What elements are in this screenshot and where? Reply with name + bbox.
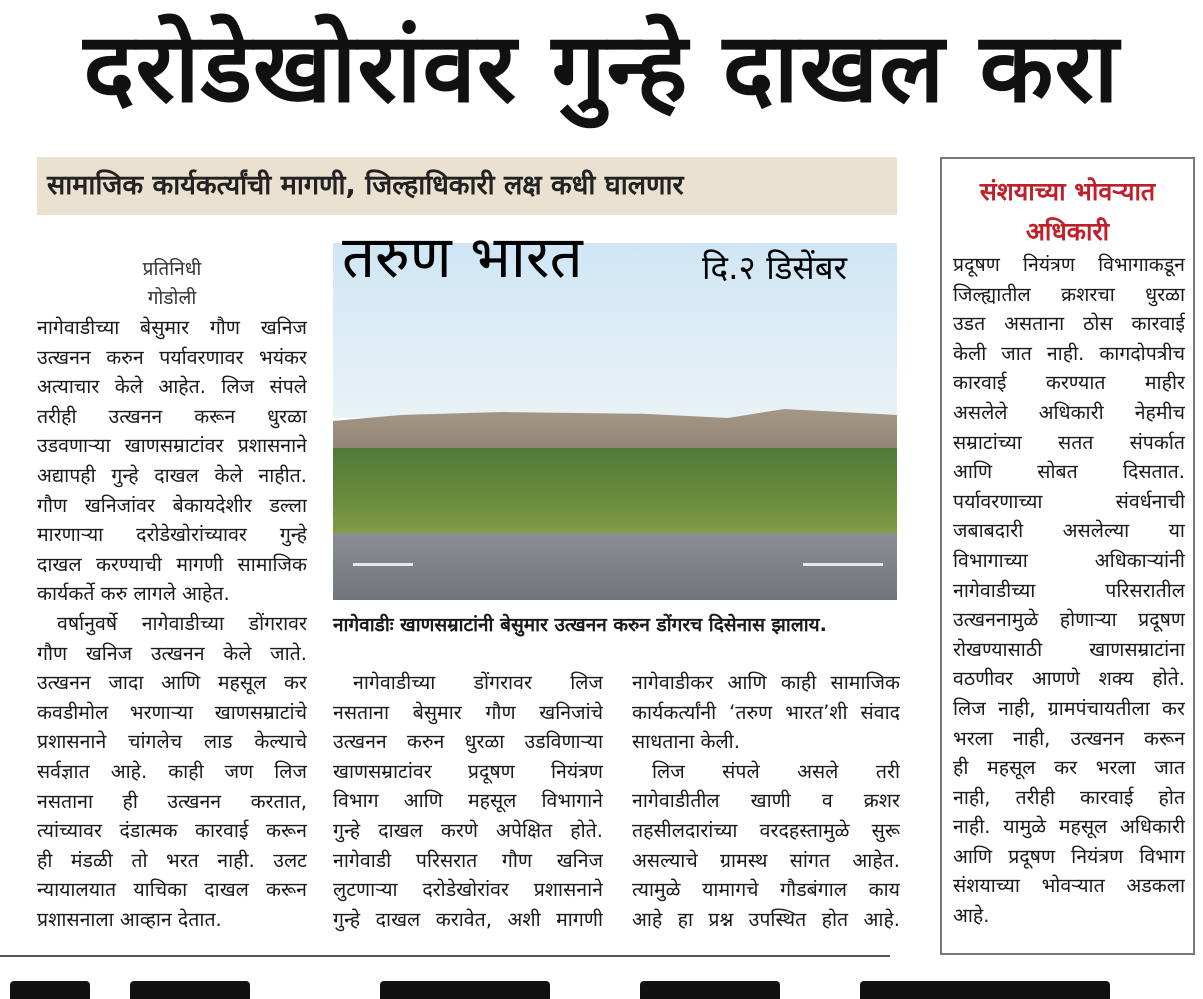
text-line: संशयाच्या भोवऱ्यात अडकला xyxy=(953,874,1185,898)
text-line: नागेवाडीच्या बेसुमार गौण खनिज xyxy=(37,316,307,339)
text-line: लिज नाही, ग्रामपंचायतीला कर xyxy=(953,696,1185,720)
text-line: नागेवाडीतील खाणी व क्रशर xyxy=(632,789,900,813)
sidebar-text xyxy=(953,250,1185,931)
text-line: कार्यकर्त्यांनी ‘तरुण भारत’शी संवाद xyxy=(632,700,900,724)
text-line: नागेवाडी परिसरात गौण खनिज xyxy=(333,848,603,872)
text-line: न्यायालयात याचिका दाखल करून xyxy=(37,878,307,902)
text-line: असल्याचे ग्रामस्थ सांगत आहेत. xyxy=(632,848,900,872)
text-line: आणि प्रदूषण नियंत्रण विभाग xyxy=(953,844,1185,868)
text-line: विभाग आणि महसूल विभागाने xyxy=(333,789,603,813)
text-line: नसताना बेसुमार गौण खनिजांचे xyxy=(333,700,603,724)
text-line: असलेले अधिकारी नेहमीच xyxy=(953,400,1185,424)
text-line: गुन्हे दाखल करणे अपेक्षित होते. xyxy=(333,818,603,842)
headline: दरोडेखोरांवर गुन्हे दाखल करा xyxy=(83,12,1120,124)
text-line: नसताना ही उत्खनन करतात, xyxy=(37,789,307,813)
text-line: अद्यापही गुन्हे दाखल केले नाहीत. xyxy=(37,463,307,487)
middle-column-1 xyxy=(333,668,603,934)
photo-vegetation xyxy=(333,448,897,543)
text-line: उडवणाऱ्या खाणसम्राटांवर प्रशासनाने xyxy=(37,434,307,458)
road-marking xyxy=(353,563,413,566)
road-marking xyxy=(803,563,883,566)
text-line: गौण खनिज उत्खनन केले जाते. xyxy=(37,641,307,665)
text-line: मारणाऱ्या दरोडेखोरांच्यावर गुन्हे xyxy=(37,523,307,547)
text-line: उत्खननामुळे होणाऱ्या प्रदूषण xyxy=(953,608,1185,632)
text-line: त्यामुळे यामागचे गौडबंगाल काय xyxy=(632,878,900,902)
text-line: त्यांच्यावर दंडात्मक कारवाई करून xyxy=(37,819,307,843)
text-line: कारवाई करण्यात माहीर xyxy=(953,371,1185,395)
text-line: ही मंडळी तो भरत नाही. उलट xyxy=(37,848,307,872)
text-line: वठणीवर आणणे शक्य होते. xyxy=(953,667,1185,691)
text-line: आहे. xyxy=(953,904,990,928)
text-line: तरीही उत्खनन करून धुरळा xyxy=(37,404,307,428)
text-line: प्रशासनाला आव्हान देतात. xyxy=(37,907,222,931)
text-line: गौण खनिजांवर बेकायदेशीर डल्ला xyxy=(37,493,307,517)
text-line: आहे हा प्रश्न उपस्थित होत आहे. xyxy=(632,907,900,931)
sidebar-title-line1: संशयाच्या भोवऱ्यात xyxy=(979,177,1156,206)
text-line: तहसीलदारांच्या वरदहस्तामुळे सुरू xyxy=(632,818,900,842)
text-line: नाही, तरीही कारवाई होत xyxy=(953,785,1185,809)
left-column xyxy=(37,255,307,934)
text-line: उडत असताना ठोस कारवाई xyxy=(953,312,1185,336)
text-line: सम्राटांच्या सतत संपर्कात xyxy=(953,430,1185,454)
text-line: गुन्हे दाखल करावेत, अशी मागणी xyxy=(333,907,603,931)
text-line: आणि सोबत दिसतात. xyxy=(953,460,1185,484)
text-line: दाखल करण्याची मागणी सामाजिक xyxy=(37,552,307,576)
text-line: भरला नाही, उत्खनन करून xyxy=(953,726,1185,750)
byline-place: गोडोली xyxy=(147,287,197,309)
text-line: नागेवाडीच्या डोंगरावर लिज xyxy=(353,671,603,694)
text-line: ही महसूल कर भरला जात xyxy=(953,756,1185,780)
news-photo xyxy=(333,243,897,600)
middle-column-2 xyxy=(632,668,900,934)
text-line: वर्षानुवर्षे नागेवाडीच्या डोंगरावर xyxy=(57,611,307,635)
subheadline: सामाजिक कार्यकर्त्यांची मागणी, जिल्हाधिकारी लक्ष कधी घालणार xyxy=(37,157,897,215)
masthead-paper-name: तरुण भारत xyxy=(342,223,583,291)
text-line: जबाबदारी असलेल्या या xyxy=(953,519,1185,543)
divider xyxy=(0,955,890,957)
text-line: कवडीमोल भरणाऱ्या खाणसम्राटांचे xyxy=(37,700,307,724)
text-line: खाणसम्राटांवर प्रदूषण नियंत्रण xyxy=(333,759,603,783)
left-column-text xyxy=(37,313,307,934)
text-line: कार्यकर्ते करु लागले आहेत. xyxy=(37,582,230,606)
text-line: प्रदूषण नियंत्रण विभागाकडून xyxy=(953,253,1185,276)
text-line: विभागाच्या अधिकाऱ्यांनी xyxy=(953,548,1185,572)
next-headline-cropped xyxy=(0,975,1203,999)
text-line: उत्खनन जादा आणि महसूल कर xyxy=(37,671,307,695)
text-line: लिज संपले असले तरी xyxy=(652,759,900,783)
text-line: अत्याचार केले आहेत. लिज संपले xyxy=(37,375,307,399)
text-line: उत्खनन करुन पर्यावरणावर भयंकर xyxy=(37,345,307,369)
sidebar-title xyxy=(950,172,1185,252)
text-line: नाही. यामुळे महसूल अधिकारी xyxy=(953,815,1185,839)
text-line: लुटणाऱ्या दरोडेखोरांवर प्रशासनाने xyxy=(333,878,603,902)
text-line: नागेवाडीच्या परिसरातील xyxy=(953,578,1185,602)
text-line: केली जात नाही. कागदोपत्रीच xyxy=(953,341,1185,365)
text-line: साधताना केली. xyxy=(632,730,740,754)
text-line: पर्यावरणाच्या संवर्धनाची xyxy=(953,489,1185,513)
text-line: नागेवाडीकर आणि काही सामाजिक xyxy=(632,671,900,694)
photo-road xyxy=(333,533,897,600)
text-line: उत्खनन करुन धुरळा उडविणाऱ्या xyxy=(333,730,603,754)
text-line: प्रशासनाने चांगलेच लाड केल्याचे xyxy=(37,730,307,754)
text-line: रोखण्यासाठी खाणसम्राटांना xyxy=(953,637,1185,661)
photo-caption: नागेवाडीः खाणसम्राटांनी बेसुमार उत्खनन करुन डोंगरच दिसेनास झालाय. xyxy=(333,614,827,636)
text-line: सर्वज्ञात आहे. काही जण लिज xyxy=(37,759,307,783)
text-line: जिल्ह्यातील क्रशरचा धुरळा xyxy=(953,282,1185,306)
sidebar-title-line2: अधिकारी xyxy=(1025,217,1110,246)
byline-reporter: प्रतिनिधी xyxy=(142,258,202,280)
masthead-date: दि.२ डिसेंबर xyxy=(702,248,848,287)
